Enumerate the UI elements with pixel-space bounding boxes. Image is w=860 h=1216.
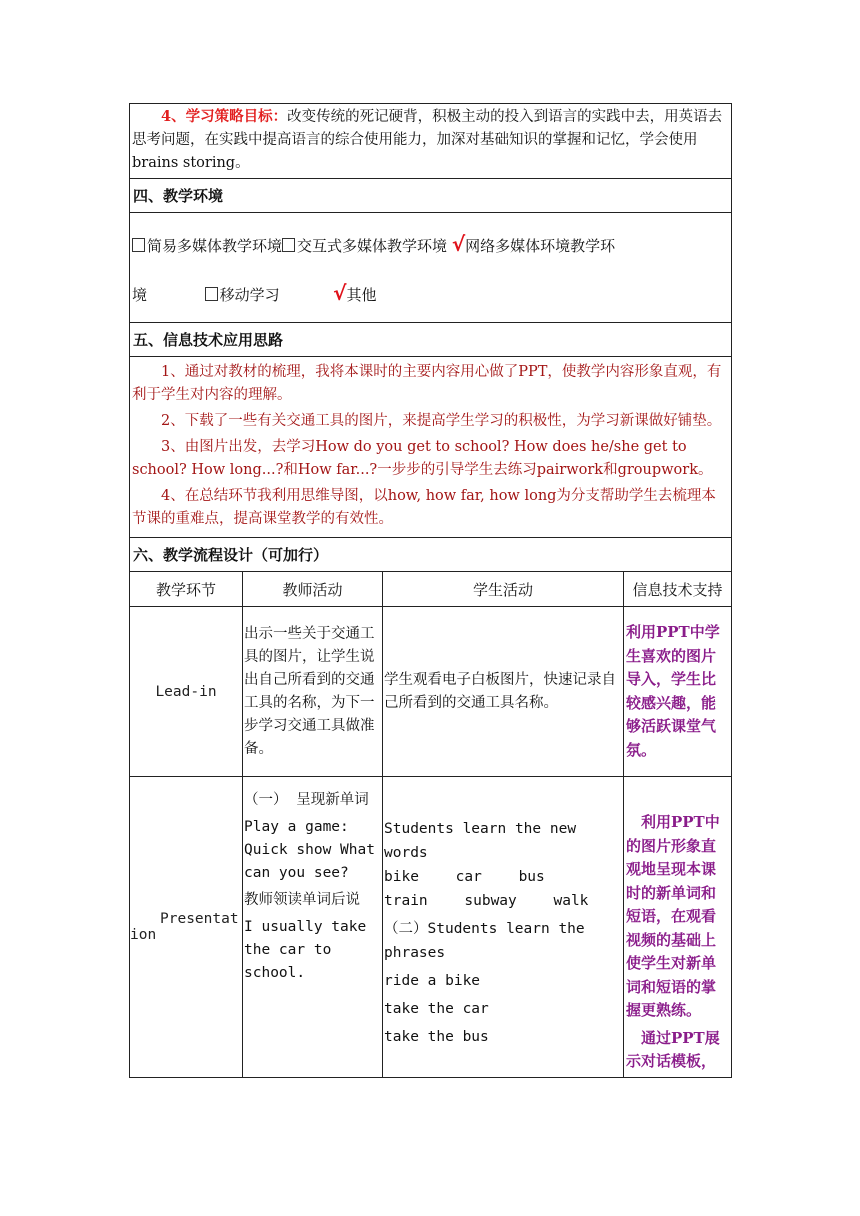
section5-row (130, 323, 732, 357)
env-opt2-label: 交互式多媒体教学环境 (297, 237, 448, 255)
presentation-stage-a: Presentat (160, 910, 239, 927)
header-teacher: 教师活动 (243, 572, 383, 607)
checkbox-simple-multimedia[interactable] (132, 238, 145, 252)
phrase-2: take the car (384, 1001, 489, 1017)
header-tech: 信息技术支持 (624, 572, 732, 607)
leadin-stage: Lead-in (130, 607, 243, 777)
env-opt1-label: 简易多媒体教学环境 (147, 237, 283, 255)
presentation-stage-b: ion (130, 926, 157, 943)
teacher-step-1: （一） 呈现新单词 (244, 792, 369, 808)
ideas-cell (130, 357, 732, 538)
check-mark-network[interactable]: √ (451, 232, 466, 256)
goal4-row (130, 104, 732, 179)
header-student: 学生活动 (383, 572, 624, 607)
goal4-text: 改变传统的死记硬背，积极主动的投入到语言的实践中去，用英语去思考问题，在实践中提高语言的综合使用能力，加深对基础知识的掌握和记忆，学会使用brains storing。 (132, 109, 723, 171)
env-opt3-label: 网络多媒体环境教学环 (465, 237, 616, 255)
checkbox-interactive-multimedia[interactable] (282, 238, 295, 252)
header-stage: 教学环节 (130, 572, 243, 607)
phrase-1: ride a bike (384, 973, 481, 989)
presentation-row (130, 777, 732, 1078)
section6-row (130, 538, 732, 572)
env-opt5-label: 其他 (346, 286, 377, 304)
section5-title: 五、信息技术应用思路 (130, 323, 732, 357)
section6-title: 六、教学流程设计（可加行） (130, 538, 732, 572)
ideas-row (130, 357, 732, 538)
goal4-label: 4、学习策略目标： (161, 108, 288, 125)
leadin-teacher: 出示一些关于交通工具的图片，让学生说出自己所看到的交通工具的名称，为下一步学习交通工具做准备。 (243, 607, 383, 777)
student-step-2: （二）Students learn the phrases (384, 921, 585, 961)
presentation-student (383, 777, 624, 1078)
lesson-plan-page (129, 103, 731, 1078)
tech-note-1: 利用PPT中的图片形象直观地呈现本课时的新单词和短语，在观看视频的基础上使学生对新单词和短语的掌握更熟练。 (626, 813, 720, 1019)
env-opt4-label: 移动学习 (219, 286, 280, 304)
idea-1: 1、通过对教材的梳理，我将本课时的主要内容用心做了PPT，使教学内容形象直观，有利于学生对内容的理解。 (132, 364, 722, 403)
teacher-step-2: Play a game: Quick show What can you see? (244, 819, 375, 881)
environment-row (130, 213, 732, 323)
leadin-tech: 利用PPT中学生喜欢的图片导入，学生比较感兴趣，能够活跃课堂气氛。 (624, 607, 732, 777)
environment-cell (130, 213, 732, 323)
presentation-stage (130, 777, 243, 1078)
teacher-step-4: I usually take the car to school. (244, 919, 367, 981)
presentation-tech (624, 777, 732, 1078)
leadin-student: 学生观看电子白板图片，快速记录自己所看到的交通工具名称。 (383, 607, 624, 777)
tech-note-2: 通过PPT展示对话模板， (626, 1028, 720, 1070)
presentation-teacher (243, 777, 383, 1078)
idea-2: 2、下载了一些有关交通工具的图片，来提高学生学习的积极性，为学习新课做好铺垫。 (161, 413, 722, 429)
section4-row (130, 179, 732, 213)
idea-3: 3、由图片出发，去学习How do you get to school? How does he/she get to school? How long...?和How far...?一步步的引导学生去练习pairwork和groupwork。 (132, 439, 713, 478)
lesson-plan-table (129, 103, 732, 1078)
teacher-step-3: 教师领读单词后说 (244, 892, 360, 908)
flow-header-row (130, 572, 732, 607)
goal4-cell (130, 104, 732, 179)
env-opt3-label-cont: 境 (132, 286, 148, 304)
student-step-1: Students learn the new words (384, 821, 577, 861)
check-mark-other[interactable]: √ (333, 281, 347, 305)
section4-title: 四、教学环境 (130, 179, 732, 213)
checkbox-mobile-learning[interactable] (205, 287, 218, 301)
leadin-row (130, 607, 732, 777)
idea-4: 4、在总结环节我利用思维导图，以how, how far, how long为分支帮助学生去梳理本节课的重难点，提高课堂教学的有效性。 (132, 488, 716, 527)
phrase-3: take the bus (384, 1029, 489, 1045)
student-words: bike car bus train subway walk (384, 869, 589, 909)
